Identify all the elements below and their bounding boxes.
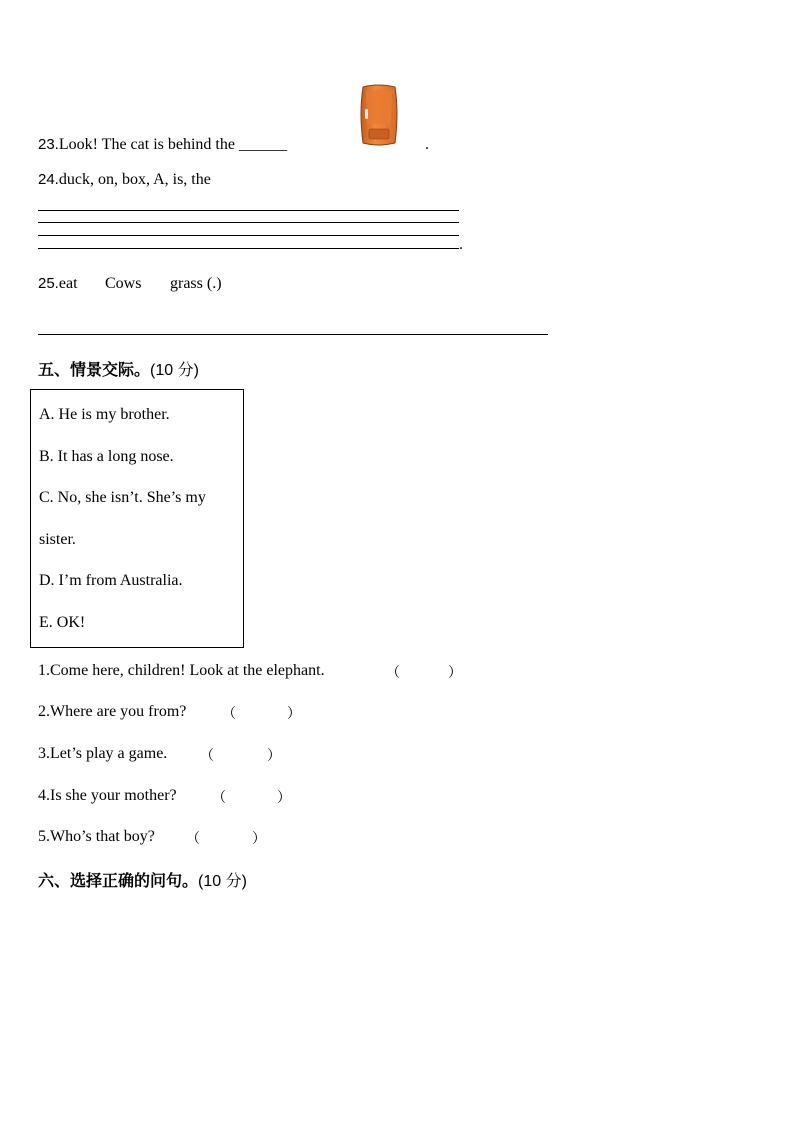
- question-text: 1.Come here, children! Look at the elephant.: [38, 662, 325, 679]
- section-score: (10 分): [198, 873, 247, 890]
- question-text: 5.Who’s that boy?: [38, 828, 155, 845]
- answer-paren-open: （: [200, 748, 214, 764]
- answer-blank: ______: [238, 136, 287, 153]
- option-e: E. OK!: [39, 614, 86, 631]
- options-box: [30, 389, 244, 648]
- dialogue-question-3: [38, 745, 167, 763]
- answer-paren-close: ）: [448, 665, 462, 681]
- answer-line: [38, 334, 548, 335]
- answer-line: [38, 222, 459, 223]
- dialogue-question-4: [38, 787, 177, 805]
- question-number: 25.: [38, 275, 59, 292]
- word-2: Cows: [105, 275, 142, 292]
- question-24: [38, 171, 211, 189]
- answer-paren-close: ）: [252, 831, 266, 847]
- answer-paren-open: （: [212, 790, 226, 806]
- answer-paren-open: （: [186, 831, 200, 847]
- question-text: duck, on, box, A, is, the: [58, 171, 211, 188]
- answer-paren-close: ）: [277, 790, 291, 806]
- section-score: (10 分): [150, 362, 199, 379]
- section-6-heading: [38, 868, 247, 891]
- question-25: [38, 275, 78, 293]
- option-a: A. He is my brother.: [39, 406, 170, 423]
- answer-paren-close: ）: [267, 748, 281, 764]
- answer-paren-close: ）: [287, 706, 301, 722]
- answer-paren-open: （: [222, 706, 236, 722]
- answer-line: [38, 235, 459, 236]
- question-text: Look! The cat is behind the: [58, 136, 235, 153]
- word-1: eat: [58, 275, 78, 292]
- word-3: grass (.): [170, 275, 222, 292]
- option-b: B. It has a long nose.: [39, 448, 174, 465]
- answer-line: [38, 248, 459, 249]
- question-number: 24.: [38, 171, 59, 188]
- question-text: 3.Let’s play a game.: [38, 745, 168, 762]
- question-23: [38, 136, 287, 154]
- dialogue-question-2: [38, 703, 186, 721]
- dialogue-question-5: [38, 828, 155, 846]
- sentence-end-period: .: [459, 236, 463, 253]
- option-c: C. No, she isn’t. She’s my: [39, 489, 206, 506]
- section-title: 六、选择正确的问句。: [38, 871, 199, 890]
- section-title: 五、情景交际。: [38, 360, 151, 379]
- section-5-heading: [38, 357, 199, 380]
- dialogue-question-1: [38, 662, 325, 680]
- answer-line: [38, 210, 459, 211]
- question-text: 2.Where are you from?: [38, 703, 187, 720]
- question-number: 23.: [38, 136, 59, 153]
- answer-paren-open: （: [386, 665, 400, 681]
- sentence-end-period: .: [425, 136, 429, 153]
- option-c-continued: sister.: [39, 531, 76, 548]
- refrigerator-icon: [355, 83, 401, 147]
- question-text: 4.Is she your mother?: [38, 787, 177, 804]
- option-d: D. I’m from Australia.: [39, 572, 183, 589]
